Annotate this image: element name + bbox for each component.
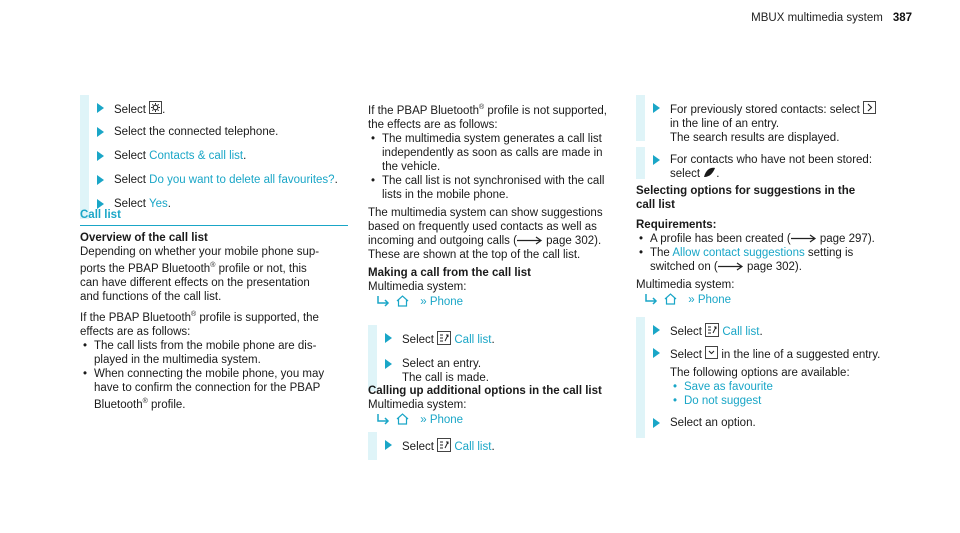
step-arrow-icon	[385, 333, 392, 343]
list-item: • The multimedia system generates a call list independently as soon as calls are made in the vehicle.	[368, 132, 616, 174]
page-header	[751, 12, 912, 24]
step-delete-favourites: Select Do you want to delete all favourites?.	[80, 173, 382, 187]
call-list-icon[interactable]	[705, 323, 719, 337]
step-bar	[636, 95, 645, 141]
call-list-link[interactable]: Call list	[722, 326, 760, 338]
additional-options-block: Calling up additional options in the call list Multimedia system: » Phone	[368, 384, 616, 428]
home-icon[interactable]	[664, 293, 677, 305]
options-menu-icon[interactable]	[705, 346, 718, 359]
step-arrow-icon	[653, 418, 660, 428]
step-select-an-option: Select an option.	[636, 416, 896, 430]
chevron-right-icon[interactable]	[863, 101, 876, 114]
step-arrow-icon	[97, 151, 104, 161]
phone-link[interactable]: Phone	[429, 414, 464, 426]
step-arrow-icon	[385, 359, 392, 369]
additional-options-title: Calling up additional options in the call list	[368, 385, 602, 397]
suggestions-options-block: Selecting options for suggestions in the call list Requirements: • A profile has been created ( page 297). • The Allow contact suggestions setting is switched on ( page 302). Multimedia system: » Phone	[636, 184, 896, 308]
list-item: • A profile has been created ( page 297).	[636, 232, 896, 246]
call-list-icon[interactable]	[437, 438, 451, 452]
chevron-right-icon: »	[420, 295, 427, 308]
phone-link[interactable]: Phone	[697, 294, 732, 306]
page-number: 387	[892, 12, 912, 24]
nav-path-phone	[368, 294, 616, 310]
step-not-stored-contacts: For contacts who have not been stored: select .	[636, 153, 896, 181]
chevron-right-icon: »	[688, 294, 695, 306]
call-list-link[interactable]: Call list	[454, 334, 492, 346]
home-icon[interactable]	[396, 295, 409, 307]
step-stored-contacts: For previously stored contacts: select in the line of an entry. The search results are displayed.	[636, 101, 896, 145]
section-rule	[80, 225, 348, 226]
phone-link[interactable]: Phone	[429, 295, 464, 308]
call-list-icon[interactable]	[437, 331, 451, 345]
step-arrow-icon	[653, 155, 660, 165]
list-item: • The call list is not synchronised with the call lists in the mobile phone.	[368, 174, 616, 202]
step-select-call-list-2: Select Call list.	[368, 438, 616, 454]
list-item: • When connecting the mobile phone, you may have to confirm the connection for the PBAP Bluetooth® profile.	[80, 367, 348, 412]
requirements-list	[636, 232, 896, 274]
option-do-not-suggest[interactable]: • Do not suggest	[670, 394, 896, 408]
step-bar	[368, 432, 377, 460]
step-select-yes: Select Yes.	[80, 197, 382, 211]
page-reference-link[interactable]: page 297).	[819, 233, 875, 245]
step-arrow-icon	[385, 440, 392, 450]
nav-path-phone-3	[636, 292, 896, 308]
step-bar	[636, 410, 645, 438]
step-arrow-icon	[653, 325, 660, 335]
step-select-contacts: Select Contacts & call list.	[80, 149, 382, 163]
contact-add-icon[interactable]	[703, 167, 716, 178]
making-call-title: Making a call from the call list	[368, 266, 531, 279]
step-select-settings: Select .	[80, 101, 382, 117]
supported-effects-list	[80, 339, 348, 412]
nav-path-phone-2	[368, 412, 616, 428]
settings-gear-icon[interactable]	[149, 101, 162, 114]
not-supported-block: If the PBAP Bluetooth® profile is not supported, the effects are as follows: • The multimedia system generates a call list independently as soon as calls are made in the vehicle. • The call list is not synchronised with the call lists in the mobile phone. The multimedia system can show suggestions based on frequently used contacts as well as incoming and outgoing calls ( page 302). These are shown at the top of the call list. Making a call from the call list Multimedia system: » Phone	[368, 101, 616, 310]
page-reference-arrow-icon	[718, 262, 744, 271]
path-arrow-icon	[376, 414, 390, 426]
list-item: • The call lists from the mobile phone are dis- played in the multimedia system.	[80, 339, 348, 367]
delete-favourites-link[interactable]: Do you want to delete all favourites?	[149, 174, 335, 186]
overview-block: Overview of the call list Depending on whether your mobile phone sup- ports the PBAP Bluetooth® profile or not, this can have different effects on the presentation and functions of the call list. If the PBAP Bluetooth® profile is supported, the effects are as follows: • The call lists from the mobile phone are dis- played in the multimedia system. • When connecting the mobile phone, you may have to confirm the connection for the PBAP Bluetooth® profile.	[80, 231, 348, 411]
contacts-call-list-link[interactable]: Contacts & call list	[149, 150, 244, 162]
call-list-section	[80, 208, 348, 226]
step-select-phone: Select the connected telephone.	[80, 125, 382, 139]
step-bar	[636, 340, 645, 416]
requirements-label: Requirements:	[636, 219, 717, 231]
step-arrow-icon	[653, 103, 660, 113]
not-supported-effects-list	[368, 132, 616, 202]
suggestion-options-list	[670, 380, 896, 408]
step-bar	[636, 147, 645, 179]
call-list-link[interactable]: Call list	[454, 441, 492, 453]
overview-title: Overview of the call list	[80, 232, 208, 244]
path-arrow-icon	[376, 296, 390, 308]
step-select-call-list-3: Select Call list.	[636, 323, 896, 339]
step-bar	[368, 325, 377, 353]
section-name: MBUX multimedia system	[751, 12, 883, 24]
page-reference-link[interactable]: page 302).	[546, 234, 602, 247]
step-arrow-icon	[97, 103, 104, 113]
step-arrow-icon	[97, 127, 104, 137]
yes-link[interactable]: Yes	[148, 198, 168, 210]
step-select-call-list: Select Call list.	[368, 331, 616, 347]
page-reference-link[interactable]: page 302).	[746, 261, 802, 273]
home-icon[interactable]	[396, 413, 409, 425]
chevron-right-icon: »	[420, 414, 427, 426]
list-item: • The Allow contact suggestions setting is switched on ( page 302).	[636, 246, 896, 274]
path-arrow-icon	[644, 294, 658, 306]
suggestions-options-title: Selecting options for suggestions in the call list	[636, 185, 856, 211]
step-select-entry: Select an entry. The call is made.	[368, 357, 616, 385]
page-reference-arrow-icon	[517, 236, 543, 245]
page-reference-arrow-icon	[791, 234, 817, 243]
allow-contact-suggestions-link[interactable]: Allow contact suggestions	[672, 247, 805, 259]
section-title: Call list	[80, 209, 121, 221]
option-save-favourite[interactable]: • Save as favourite	[670, 380, 896, 394]
step-select-options: Select in the line of a suggested entry. The following options are available: • Save as favourite • Do not suggest	[636, 346, 896, 408]
step-arrow-icon	[97, 175, 104, 185]
step-arrow-icon	[653, 348, 660, 358]
